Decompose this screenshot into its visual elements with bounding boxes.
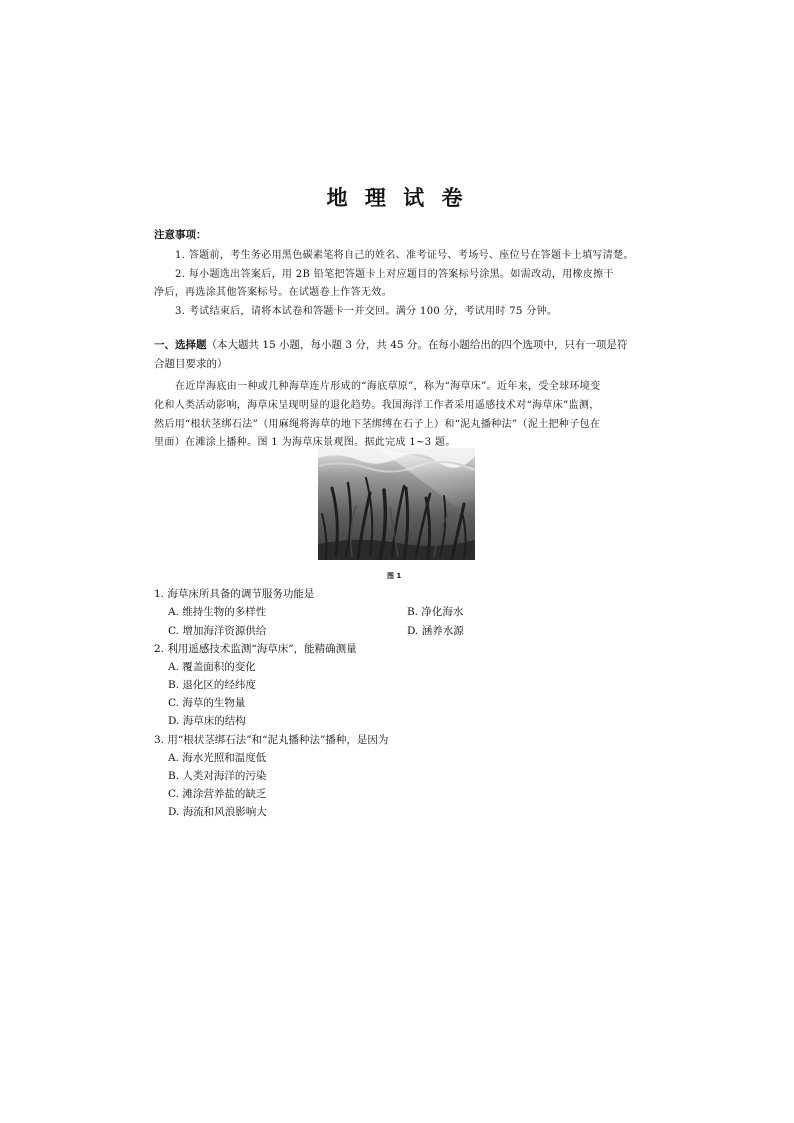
section-header [154, 337, 627, 352]
seagrass-photo [318, 448, 475, 560]
passage-line-4: 里面）在滩涂上播种。图 1 为海草床景观图。据此完成 1~3 题。 [154, 437, 456, 448]
page-title: 地 理 试 卷 [326, 185, 468, 210]
passage-line-3: 然后用“根状茎绑石法”（用麻绳将海草的地下茎绑缚在石子上）和“泥丸播种法”（泥土把种子包在 [154, 419, 601, 430]
notice-line-3: 3. 考试结束后，请将本试卷和答题卡一并交回。满分 100 分，考试用时 75 分钟。 [175, 306, 558, 317]
question-3-stem: 3. 用“根状茎绑石法”和“泥丸播种法”播种，是因为 [154, 734, 389, 746]
question-2-option-d: D. 海草床的结构 [168, 715, 246, 727]
section-description: （本大题共 15 小题，每小题 3 分，共 45 分。在每小题给出的四个选项中，只有一项是符 [206, 339, 628, 351]
passage-line-1: 在近岸海底由一种或几种海草连片形成的“海底草原”，称为“海草床”。近年来，受全球环境变 [175, 381, 601, 392]
section-description-cont: 合题目要求的） [154, 358, 228, 370]
question-1-option-b: B. 净化海水 [407, 606, 464, 618]
notice-heading: 注意事项： [154, 229, 207, 241]
notice-line-1: 1. 答题前，考生务必用黑色碳素笔将自己的姓名、准考证号、考场号、座位号在答题卡上填写清楚。 [175, 250, 634, 261]
question-3-option-d: D. 海流和风浪影响大 [168, 806, 267, 818]
question-1-option-c: C. 增加海洋资源供给 [168, 625, 267, 637]
question-1-stem: 1. 海草床所具备的调节服务功能是 [154, 588, 315, 600]
question-2-stem: 2. 利用遥感技术监测“海草床”，能精确测量 [154, 643, 357, 655]
section-label: 一、选择题 [154, 339, 207, 351]
question-3-option-c: C. 滩涂营养盐的缺乏 [168, 788, 267, 800]
question-2-option-a: A. 覆盖面积的变化 [168, 661, 256, 673]
question-1-option-a: A. 维持生物的多样性 [168, 606, 267, 618]
question-1-option-d: D. 涵养水源 [407, 625, 464, 637]
notice-line-2: 2. 每小题选出答案后，用 2B 铅笔把答题卡上对应题目的答案标号涂黑。如需改动，用橡皮擦干 [175, 269, 614, 280]
question-3-option-a: A. 海水光照和温度低 [168, 752, 267, 764]
question-2-option-c: C. 海草的生物量 [168, 697, 246, 709]
passage-line-2: 化和人类活动影响，海草床呈现明显的退化趋势。我国海洋工作者采用遥感技术对“海草床”监测， [154, 400, 600, 411]
question-2-option-b: B. 退化区的经纬度 [168, 679, 256, 691]
notice-line-2-cont: 净后，再选涂其他答案标号。在试题卷上作答无效。 [154, 287, 393, 298]
question-3-option-b: B. 人类对海洋的污染 [168, 770, 267, 782]
figure-caption: 图 1 [387, 572, 402, 580]
